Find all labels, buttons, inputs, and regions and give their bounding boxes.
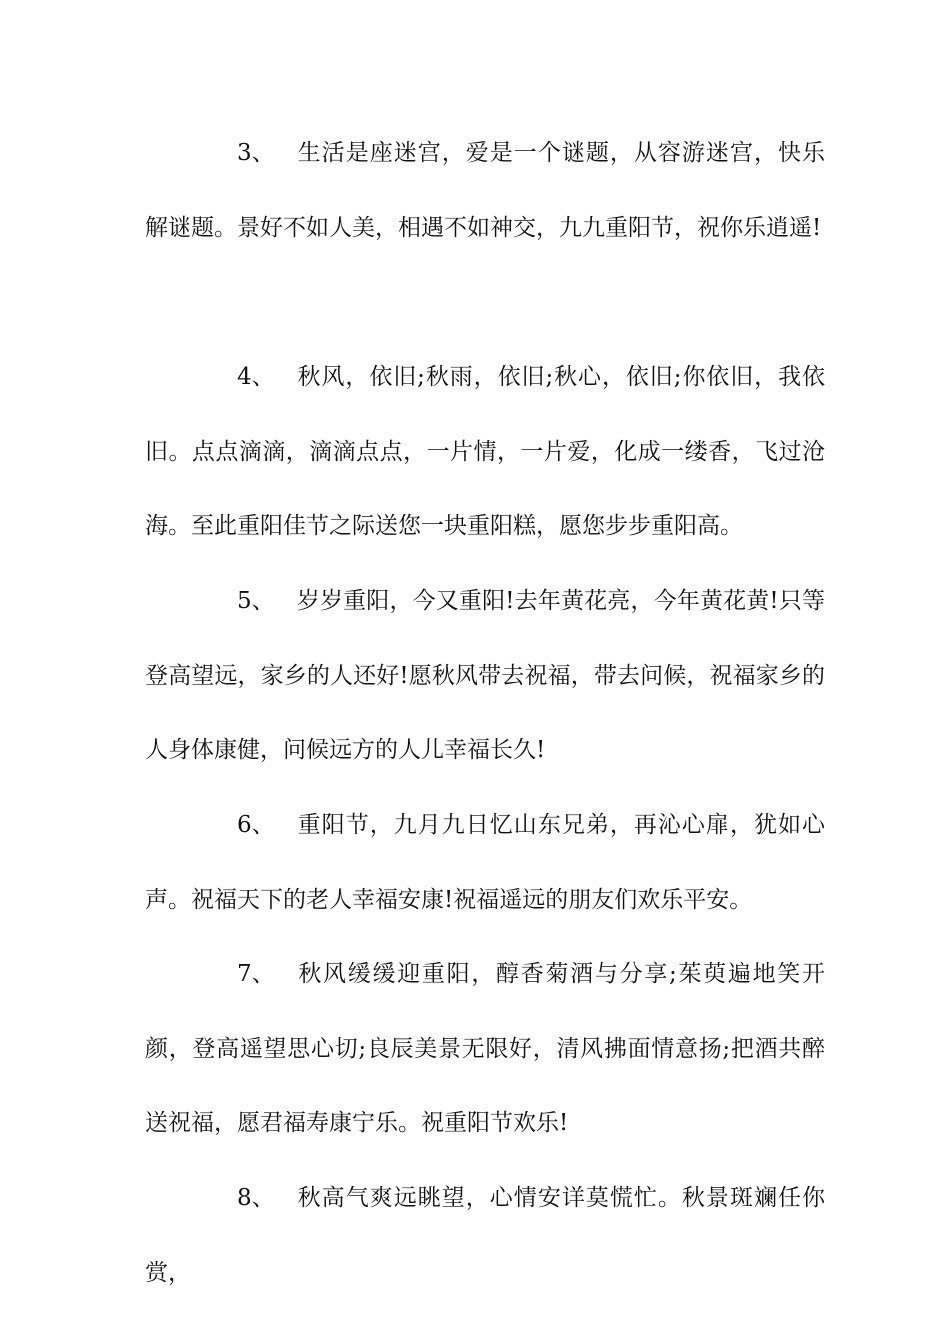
- paragraph-number: 8、: [237, 1185, 275, 1211]
- paragraph-number: 7、: [237, 961, 275, 987]
- paragraph-number: 3、: [237, 140, 275, 166]
- paragraph-text: 秋风缓缓迎重阳，醇香菊酒与分享;茱萸遍地笑开颜，登高遥望思心切;良辰美景无限好，清风拂面情意扬;把酒共醉送祝福，愿君福寿康宁乐。祝重阳节欢乐!: [145, 961, 825, 1136]
- paragraph-3: [145, 116, 825, 265]
- paragraph-text: 岁岁重阳，今又重阳!去年黄花亮，今年黄花黄!只等登高望远，家乡的人还好!愿秋风带去祝福，带去问候，祝福家乡的人身体康健，问候远方的人儿幸福长久!: [145, 588, 825, 763]
- paragraph-number: 5、: [237, 588, 275, 614]
- paragraph-5: [145, 564, 825, 788]
- paragraph-6: [145, 788, 825, 937]
- paragraph-text: 秋高气爽远眺望，心情安详莫慌忙。秋景斑斓任你赏，: [145, 1185, 825, 1286]
- paragraph-8: [145, 1161, 825, 1310]
- paragraph-7: [145, 937, 825, 1161]
- paragraph-number: 4、: [237, 364, 275, 390]
- paragraph-number: 6、: [237, 812, 275, 838]
- paragraph-4: [145, 340, 825, 564]
- paragraph-text: 秋风，依旧;秋雨，依旧;秋心，依旧;你依旧，我依旧。点点滴滴，滴滴点点，一片情，一片爱，化成一缕香，飞过沧海。至此重阳佳节之际送您一块重阳糕，愿您步步重阳高。: [145, 364, 825, 539]
- paragraph-text: 重阳节，九月九日忆山东兄弟，再沁心扉，犹如心声。祝福天下的老人幸福安康!祝福遥远的朋友们欢乐平安。: [145, 812, 825, 913]
- paragraph-text: 生活是座迷宫，爱是一个谜题，从容游迷宫，快乐解谜题。景好不如人美，相遇不如神交，九九重阳节，祝你乐逍遥!: [145, 140, 825, 241]
